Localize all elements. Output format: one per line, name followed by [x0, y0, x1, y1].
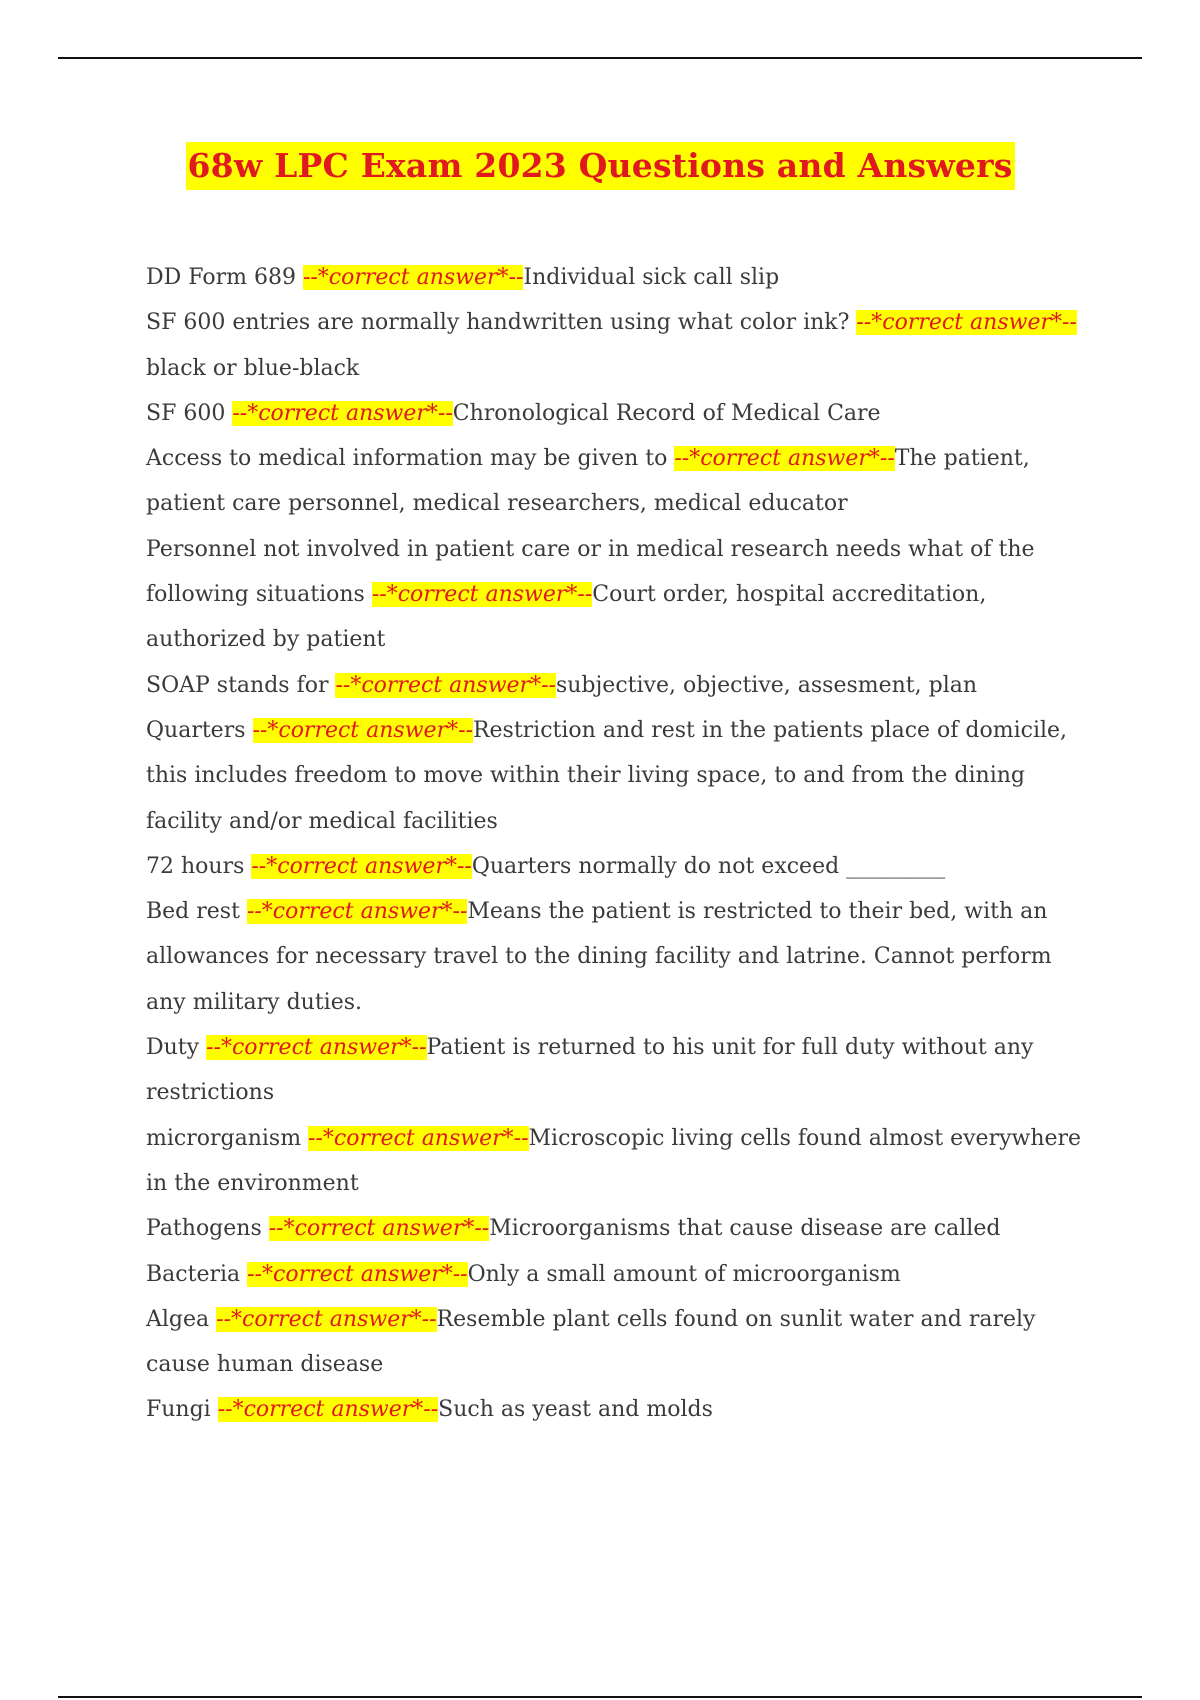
- correct-answer-marker: --*correct answer*--: [335, 672, 556, 698]
- qa-entry: [146, 1387, 1086, 1432]
- correct-answer-marker: --*correct answer*--: [252, 717, 473, 743]
- entry-term: Duty: [146, 1035, 207, 1061]
- entry-answer: Court order, hospital accreditation, authorized by patient: [146, 582, 987, 653]
- qa-entry: [146, 844, 1086, 889]
- entry-term: microrganism: [146, 1125, 309, 1151]
- correct-answer-marker: --*correct answer*--: [232, 400, 453, 426]
- qa-entry: [146, 663, 1086, 708]
- entry-answer: Patient is returned to his unit for full duty without any restrictions: [146, 1035, 1034, 1106]
- correct-answer-marker: --*correct answer*--: [246, 899, 468, 925]
- footer-rule: [58, 1696, 1142, 1698]
- entry-answer: Individual sick call slip: [523, 265, 780, 290]
- correct-answer-marker: --*correct answer*--: [856, 310, 1077, 336]
- correct-answer-marker: --*correct answer*--: [251, 853, 472, 879]
- title-container: [0, 142, 1200, 190]
- qa-entry: [146, 436, 1086, 527]
- qa-entry: [146, 708, 1086, 844]
- entry-term: Quarters: [146, 717, 253, 743]
- entry-term: Algea: [146, 1306, 217, 1332]
- entry-term: Bacteria: [146, 1261, 248, 1287]
- entry-answer: The patient, patient care personnel, medical researchers, medical educator: [146, 446, 1030, 517]
- entry-answer: Resemble plant cells found on sunlit water and rarely cause human disease: [146, 1306, 1036, 1378]
- entry-term: Personnel not involved in patient care or in medical research needs what of the following situations: [146, 536, 1035, 608]
- qa-entry: [146, 255, 1086, 300]
- entry-answer: Means the patient is restricted to their bed, with an allowances for necessary travel to the dining facility and latrine. Cannot perform any military duties.: [146, 899, 1052, 1015]
- entry-term: Pathogens: [146, 1216, 269, 1242]
- qa-entry: [146, 391, 1086, 436]
- qa-entry: [146, 1297, 1086, 1388]
- correct-answer-marker: --*correct answer*--: [371, 582, 593, 608]
- entry-term: Bed rest: [146, 899, 247, 925]
- correct-answer-marker: --*correct answer*--: [308, 1125, 529, 1151]
- header-rule: [58, 57, 1142, 59]
- entry-answer: Only a small amount of microorganism: [467, 1261, 901, 1287]
- entry-answer: Restriction and rest in the patients place of domicile, this includes freedom to move within their living space, to and from the dining facility and/or medical facilities: [146, 717, 1068, 834]
- entry-term: DD Form 689: [146, 265, 303, 290]
- correct-answer-marker: --*correct answer*--: [302, 265, 524, 290]
- qa-entry: [146, 1116, 1086, 1207]
- correct-answer-marker: --*correct answer*--: [247, 1261, 468, 1287]
- entry-answer: Chronological Record of Medical Care: [452, 400, 881, 426]
- qa-entry: [146, 527, 1086, 663]
- qa-entry: [146, 1025, 1086, 1116]
- entry-answer: Microscopic living cells found almost everywhere in the environment: [146, 1125, 1082, 1196]
- entry-term: SF 600: [146, 400, 233, 426]
- qa-entry: [146, 300, 1086, 391]
- correct-answer-marker: --*correct answer*--: [217, 1397, 439, 1423]
- qa-entry: [146, 889, 1086, 1025]
- correct-answer-marker: --*correct answer*--: [216, 1306, 437, 1332]
- entry-answer: Such as yeast and molds: [438, 1397, 713, 1423]
- entry-answer: black or blue-black: [146, 355, 360, 381]
- entry-term: 72 hours: [146, 853, 252, 879]
- entry-answer: Quarters normally do not exceed _________: [471, 853, 946, 879]
- correct-answer-marker: --*correct answer*--: [268, 1216, 490, 1242]
- entry-term: Fungi: [146, 1397, 218, 1423]
- entry-answer: subjective, objective, assesment, plan: [555, 672, 978, 698]
- document-title: 68w LPC Exam 2023 Questions and Answers: [186, 142, 1015, 190]
- qa-list: [146, 255, 1086, 1433]
- entry-term: SF 600 entries are normally handwritten using what color ink?: [146, 310, 857, 336]
- entry-term: Access to medical information may be given to: [146, 446, 675, 472]
- correct-answer-marker: --*correct answer*--: [206, 1035, 427, 1061]
- correct-answer-marker: --*correct answer*--: [674, 446, 895, 472]
- entry-term: SOAP stands for: [146, 672, 336, 698]
- qa-entry: [146, 1206, 1086, 1251]
- entry-answer: Microorganisms that cause disease are called: [489, 1216, 1001, 1242]
- qa-entry: [146, 1252, 1086, 1297]
